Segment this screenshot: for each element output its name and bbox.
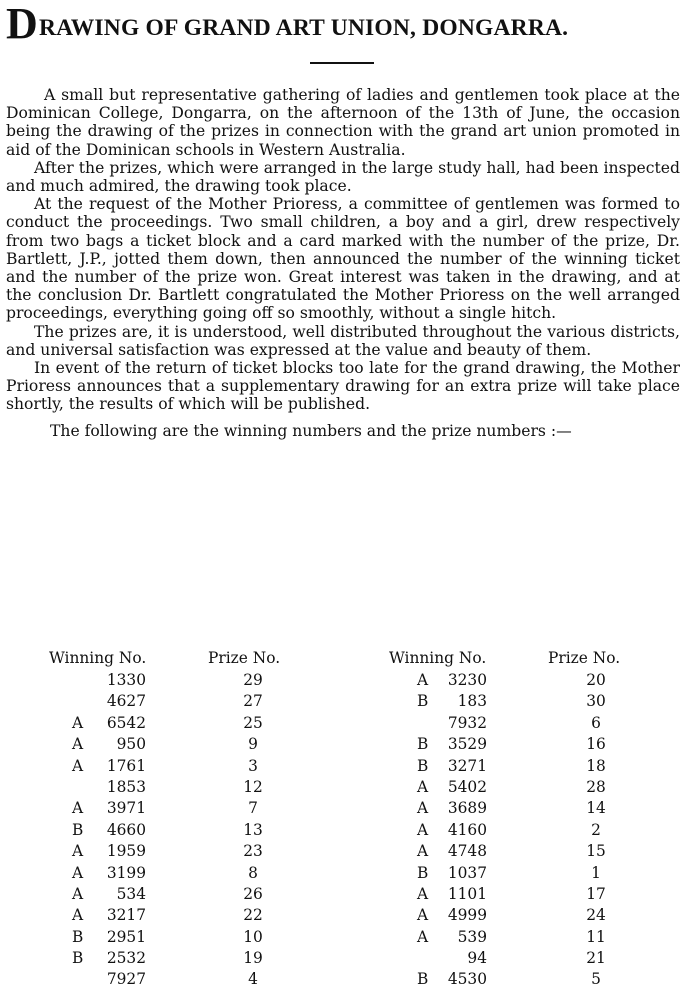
prize-number: 14 bbox=[586, 799, 606, 818]
prize-number-header: Prize No. bbox=[208, 649, 281, 667]
headline-divider bbox=[310, 62, 374, 64]
series-letter: A bbox=[417, 777, 429, 796]
series-letter: A bbox=[417, 820, 429, 839]
prize-number: 27 bbox=[243, 692, 263, 711]
series-letter: A bbox=[417, 799, 429, 818]
series-letter: A bbox=[72, 735, 84, 754]
article-paragraph: The following are the winning numbers and the prize numbers :— bbox=[50, 421, 572, 440]
table-row bbox=[341, 820, 682, 841]
prize-number: 24 bbox=[586, 906, 606, 925]
winning-number: 4530 bbox=[447, 970, 487, 989]
winning-number: 3199 bbox=[106, 863, 146, 882]
prize-number: 20 bbox=[586, 671, 606, 689]
prize-number: 15 bbox=[586, 842, 606, 861]
prize-number: 29 bbox=[243, 671, 263, 689]
table-row bbox=[341, 734, 682, 755]
table-row bbox=[0, 884, 341, 905]
prize-number: 4 bbox=[248, 970, 258, 989]
winning-number: 1959 bbox=[106, 842, 146, 861]
prize-number-header: Prize No. bbox=[548, 649, 621, 667]
table-row bbox=[341, 670, 682, 691]
headline-text: RAWING OF GRAND ART UNION, DONGARRA. bbox=[38, 15, 569, 41]
table-row bbox=[0, 863, 341, 884]
table-row bbox=[0, 948, 341, 969]
table-row bbox=[341, 905, 682, 926]
table-row bbox=[0, 777, 341, 798]
table-row bbox=[341, 927, 682, 948]
series-letter: A bbox=[72, 863, 84, 882]
prize-number: 21 bbox=[586, 949, 606, 968]
prize-number: 30 bbox=[586, 692, 606, 711]
headline bbox=[6, 0, 682, 48]
prize-number: 25 bbox=[243, 713, 263, 732]
left-column-rows bbox=[0, 670, 341, 991]
article-paragraph: At the request of the Mother Prioress, a committee of gentlemen was formed to conduct the proceedings. Two small children, a boy and a girl, drew respectively from two bags a ticket block and a card marked with the number of the prize, Dr. Bartlett, J.P., jotted them down, then announced the number of the winning ticket and the number of the prize won. Great interest was taken in the drawing, and at the conclusion Dr. Bartlett congratulated the Mother Prioress on the well arranged proceedings, everything going off so smoothly, without a single hitch. bbox=[6, 195, 680, 323]
series-letter: B bbox=[417, 863, 429, 882]
prize-number: 19 bbox=[243, 949, 263, 968]
winning-number: 4627 bbox=[106, 692, 146, 711]
winning-number: 4660 bbox=[106, 820, 146, 839]
prize-number: 26 bbox=[243, 884, 263, 903]
prize-number: 8 bbox=[248, 863, 258, 882]
winning-number: 1853 bbox=[106, 777, 146, 796]
prize-number: 11 bbox=[586, 927, 606, 946]
winning-number: 94 bbox=[467, 949, 487, 968]
winning-number: 4999 bbox=[447, 906, 487, 925]
winning-number: 2951 bbox=[106, 927, 146, 946]
table-row bbox=[0, 927, 341, 948]
winning-number: 3271 bbox=[447, 756, 487, 775]
series-letter: A bbox=[72, 713, 84, 732]
table-row bbox=[341, 798, 682, 819]
winning-number-header: Winning No. bbox=[49, 649, 147, 667]
series-letter: A bbox=[417, 906, 429, 925]
right-column-rows bbox=[341, 670, 682, 991]
table-row bbox=[341, 884, 682, 905]
table-row bbox=[0, 756, 341, 777]
table-row bbox=[341, 948, 682, 969]
prize-number: 28 bbox=[586, 777, 606, 796]
headline-drop-cap: D bbox=[6, 0, 38, 48]
table-row bbox=[0, 713, 341, 734]
series-letter: B bbox=[417, 756, 429, 775]
winning-number-header: Winning No. bbox=[389, 649, 487, 667]
series-letter: B bbox=[72, 927, 84, 946]
table-row bbox=[341, 969, 682, 990]
prize-number: 23 bbox=[243, 842, 263, 861]
article-paragraph: The prizes are, it is understood, well distributed throughout the various districts, and universal satisfaction was expressed at the value and beauty of them. bbox=[6, 322, 680, 359]
winning-number: 539 bbox=[457, 927, 487, 946]
winning-number: 1037 bbox=[447, 863, 487, 882]
table-row bbox=[0, 841, 341, 862]
prize-number: 2 bbox=[591, 820, 601, 839]
article-body bbox=[6, 86, 680, 440]
prize-number: 6 bbox=[591, 713, 601, 732]
article-paragraph: In event of the return of ticket blocks too late for the grand drawing, the Mother Prioress announces that a supplementary drawing for an extra prize will take place shortly, the results of which will be published. bbox=[6, 359, 680, 414]
series-letter: A bbox=[72, 884, 84, 903]
winning-number: 7927 bbox=[106, 970, 146, 989]
table-row bbox=[0, 798, 341, 819]
prize-number: 16 bbox=[586, 735, 606, 754]
series-letter: A bbox=[72, 906, 84, 925]
prize-number: 5 bbox=[591, 970, 601, 989]
prize-number: 18 bbox=[586, 756, 606, 775]
prize-number: 12 bbox=[243, 777, 263, 796]
prize-number: 22 bbox=[243, 906, 263, 925]
series-letter: A bbox=[72, 799, 84, 818]
winning-number: 2532 bbox=[106, 949, 146, 968]
series-letter: A bbox=[72, 756, 84, 775]
table-row bbox=[341, 713, 682, 734]
series-letter: B bbox=[72, 820, 84, 839]
table-row bbox=[341, 777, 682, 798]
winning-number: 3689 bbox=[447, 799, 487, 818]
winning-number: 4160 bbox=[447, 820, 487, 839]
table-row bbox=[341, 691, 682, 712]
prize-number: 1 bbox=[591, 863, 601, 882]
series-letter: B bbox=[417, 970, 429, 989]
series-letter: B bbox=[417, 692, 429, 711]
table-row bbox=[0, 969, 341, 990]
winning-number: 1330 bbox=[106, 671, 146, 689]
winning-number: 3971 bbox=[106, 799, 146, 818]
winning-number: 7932 bbox=[447, 713, 487, 732]
table-row bbox=[0, 905, 341, 926]
table-row bbox=[0, 670, 341, 691]
series-letter: B bbox=[417, 735, 429, 754]
winning-number: 1761 bbox=[106, 756, 146, 775]
table-row bbox=[341, 841, 682, 862]
table-row bbox=[0, 820, 341, 841]
prize-number: 3 bbox=[248, 756, 258, 775]
winning-number: 534 bbox=[116, 884, 146, 903]
prize-number: 10 bbox=[243, 927, 263, 946]
table-row bbox=[0, 691, 341, 712]
prize-number: 9 bbox=[248, 735, 258, 754]
prize-number: 13 bbox=[243, 820, 263, 839]
table-row bbox=[341, 863, 682, 884]
winning-number: 183 bbox=[457, 692, 487, 711]
prize-number: 17 bbox=[586, 884, 606, 903]
winning-number: 5402 bbox=[447, 777, 487, 796]
series-letter: A bbox=[417, 671, 429, 689]
winning-number: 6542 bbox=[106, 713, 146, 732]
series-letter: A bbox=[417, 842, 429, 861]
series-letter: B bbox=[72, 949, 84, 968]
article-paragraph: After the prizes, which were arranged in the large study hall, had been inspected and much admired, the drawing took place. bbox=[6, 158, 680, 196]
winning-number: 3529 bbox=[447, 735, 487, 754]
winning-number: 3217 bbox=[106, 906, 146, 925]
winning-number: 4748 bbox=[447, 842, 487, 861]
prize-number: 7 bbox=[248, 799, 258, 818]
table-row bbox=[341, 756, 682, 777]
winning-number: 1101 bbox=[447, 884, 487, 903]
series-letter: A bbox=[417, 884, 429, 903]
series-letter: A bbox=[417, 927, 429, 946]
article-paragraph: A small but representative gathering of ladies and gentlemen took place at the Dominican College, Dongarra, on the afternoon of the 13th of June, the occasion being the drawing of the prizes in connection with the grand art union promoted in aid of the Dominican schools in Western Australia. bbox=[6, 86, 680, 159]
table-row bbox=[0, 734, 341, 755]
winning-number: 3230 bbox=[447, 671, 487, 689]
series-letter: A bbox=[72, 842, 84, 861]
winning-number: 950 bbox=[116, 735, 146, 754]
